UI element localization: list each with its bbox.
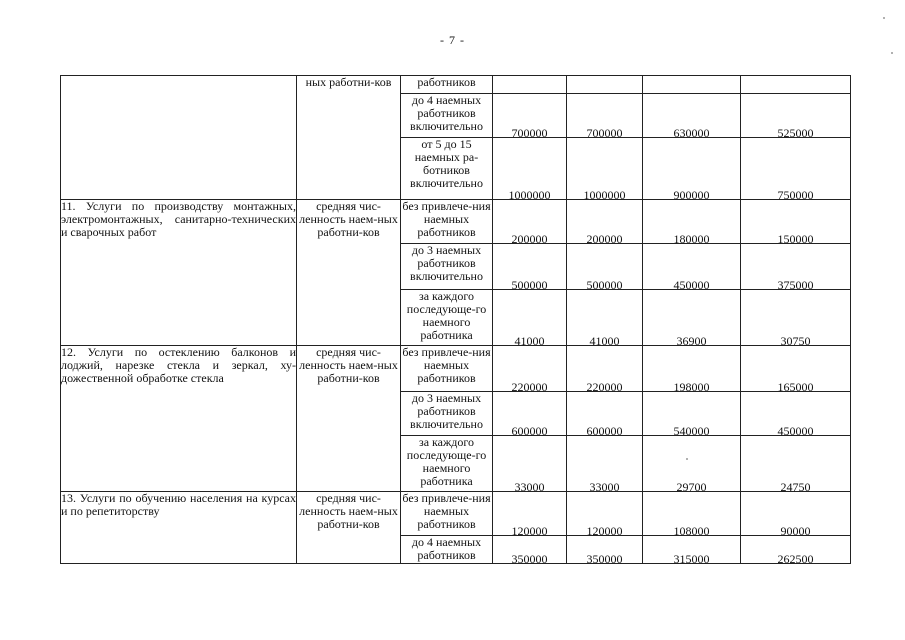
amount-value: 33000 <box>589 480 620 492</box>
scan-speck <box>891 52 893 54</box>
amount-value: 630000 <box>673 126 710 138</box>
amount-cell <box>567 290 643 346</box>
amount-value: 1000000 <box>508 188 551 200</box>
table-row <box>61 200 851 244</box>
amount-value: 350000 <box>586 552 623 564</box>
amount-cell <box>493 200 567 244</box>
amount-cell <box>741 76 851 94</box>
amount-cell <box>493 392 567 436</box>
amount-cell <box>643 138 741 200</box>
amount-value: 90000 <box>780 524 811 536</box>
amount-value: 540000 <box>673 424 710 436</box>
service-name-cell: 11. Услуги по производству монтажных, электромонтажных, санитарно-технических и сварочных работ <box>61 200 297 346</box>
table-row <box>61 346 851 392</box>
amount-value: 24750 <box>780 480 811 492</box>
amount-cell <box>741 392 851 436</box>
amount-value: 41000 <box>589 334 620 346</box>
amount-cell <box>567 94 643 138</box>
condition-cell: до 3 наемных работников включительно <box>401 244 493 290</box>
amount-cell <box>493 244 567 290</box>
amount-value: 29700 <box>676 480 707 492</box>
amount-cell <box>493 76 567 94</box>
amount-value: 500000 <box>511 278 548 290</box>
amount-cell <box>493 94 567 138</box>
service-name-cell: 12. Услуги по остеклению балконов и лоджий, нарезке стекла и зеркал, ху-дожественной обработке стекла <box>61 346 297 492</box>
condition-cell: до 3 наемных работников включительно <box>401 392 493 436</box>
amount-value: 900000 <box>673 188 710 200</box>
tax-rate-table <box>60 75 851 564</box>
amount-value: 41000 <box>514 334 545 346</box>
condition-cell: за каждого последующе-го наемного работника <box>401 436 493 492</box>
amount-cell <box>741 290 851 346</box>
amount-cell <box>493 492 567 536</box>
amount-cell <box>493 536 567 564</box>
table-row <box>61 492 851 536</box>
unit-indicator-cell: ных работни-ков <box>297 76 401 200</box>
amount-cell <box>567 244 643 290</box>
service-name-cell: 13. Услуги по обучению населения на курсах и по репетиторству <box>61 492 297 564</box>
amount-value: 180000 <box>673 232 710 244</box>
amount-cell <box>493 290 567 346</box>
amount-cell <box>643 76 741 94</box>
amount-cell <box>643 392 741 436</box>
amount-cell <box>567 436 643 492</box>
amount-cell <box>567 536 643 564</box>
amount-value: 700000 <box>586 126 623 138</box>
amount-cell <box>741 244 851 290</box>
amount-cell <box>741 436 851 492</box>
amount-value: 165000 <box>777 380 814 392</box>
amount-value: 220000 <box>511 380 548 392</box>
amount-cell <box>741 346 851 392</box>
scan-speck <box>883 17 885 19</box>
amount-cell <box>643 244 741 290</box>
amount-cell <box>643 200 741 244</box>
amount-cell <box>643 346 741 392</box>
amount-value: 262500 <box>777 552 814 564</box>
amount-value: 525000 <box>777 126 814 138</box>
unit-indicator-cell: средняя чис-ленность наем-ных работни-ков <box>297 492 401 564</box>
amount-cell <box>493 436 567 492</box>
amount-value: 198000 <box>673 380 710 392</box>
amount-value: 33000 <box>514 480 545 492</box>
amount-value: 200000 <box>511 232 548 244</box>
amount-cell <box>741 536 851 564</box>
amount-value: 315000 <box>673 552 710 564</box>
amount-value: 120000 <box>586 524 623 536</box>
amount-cell <box>493 138 567 200</box>
amount-cell <box>643 492 741 536</box>
amount-cell <box>643 436 741 492</box>
amount-value: 108000 <box>673 524 710 536</box>
amount-value: 500000 <box>586 278 623 290</box>
amount-cell <box>741 138 851 200</box>
amount-cell <box>567 76 643 94</box>
amount-cell <box>567 392 643 436</box>
amount-value: 220000 <box>586 380 623 392</box>
amount-cell <box>741 200 851 244</box>
amount-value: 750000 <box>777 188 814 200</box>
amount-value: 1000000 <box>583 188 626 200</box>
amount-value: 30750 <box>780 334 811 346</box>
amount-cell <box>493 346 567 392</box>
condition-cell: от 5 до 15 наемных ра-ботников включительно <box>401 138 493 200</box>
amount-value: 450000 <box>673 278 710 290</box>
amount-cell <box>567 492 643 536</box>
service-name-cell <box>61 76 297 200</box>
amount-cell <box>741 492 851 536</box>
condition-cell: за каждого последующе-го наемного работника <box>401 290 493 346</box>
condition-cell: до 4 наемных работников включительно <box>401 94 493 138</box>
amount-value: 450000 <box>777 424 814 436</box>
amount-cell <box>567 200 643 244</box>
unit-indicator-cell: средняя чис-ленность наем-ных работни-ков <box>297 346 401 492</box>
amount-value: 120000 <box>511 524 548 536</box>
amount-value: 600000 <box>511 424 548 436</box>
condition-cell: без привлече-ния наемных работников <box>401 492 493 536</box>
condition-cell: без привлече-ния наемных работников <box>401 200 493 244</box>
condition-cell: работников <box>401 76 493 94</box>
amount-value: 350000 <box>511 552 548 564</box>
amount-cell <box>643 290 741 346</box>
table-row <box>61 76 851 94</box>
amount-cell <box>567 346 643 392</box>
condition-cell: до 4 наемных работников <box>401 536 493 564</box>
amount-cell <box>567 138 643 200</box>
condition-cell: без привлече-ния наемных работников <box>401 346 493 392</box>
unit-indicator-cell: средняя чис-ленность наем-ных работни-ков <box>297 200 401 346</box>
amount-value: 36900 <box>676 334 707 346</box>
page-number: - 7 - <box>440 33 465 47</box>
amount-value: 375000 <box>777 278 814 290</box>
amount-value: 150000 <box>777 232 814 244</box>
amount-value: 200000 <box>586 232 623 244</box>
amount-value: 600000 <box>586 424 623 436</box>
amount-value: 700000 <box>511 126 548 138</box>
amount-cell <box>741 94 851 138</box>
amount-cell <box>643 536 741 564</box>
amount-cell <box>643 94 741 138</box>
